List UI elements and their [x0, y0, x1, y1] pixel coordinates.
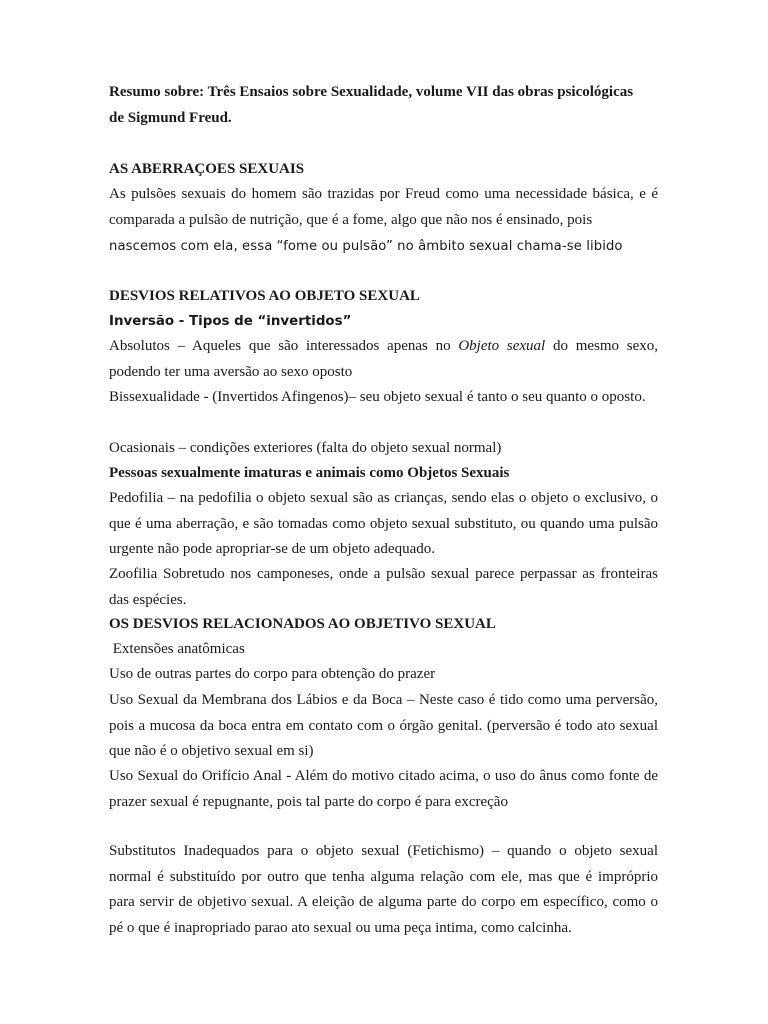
paragraph-substitutos: Substitutos Inadequados para o objeto sexual (Fetichismo) – quando o objeto sexual normal é substituído por outro que tenha alguma relação com ele, mas que é impróprio para servir de objetivo sexual. A eleição de alguma parte do corpo em específico, como o pé o que é inapropriado parao ato sexual ou uma peça intima, como calcinha. [109, 843, 658, 936]
paragraph-absolutos [109, 334, 658, 385]
paragraph-pulsoes: As pulsões sexuais do homem são trazidas por Freud como uma necessidade básica, e é comparada a pulsão de nutrição, que é a fome, algo que não nos é ensinado, pois [109, 186, 658, 228]
paragraph-pedofilia: Pedofilia – na pedofilia o objeto sexual são as crianças, sendo elas o objeto o exclusivo, o que é uma aberração, e são tomadas como objeto sexual substituto, ou quando uma pulsão urgente não pode apropriar-se de um objeto adequado. [109, 490, 658, 558]
section-heading-objetivo-sexual: OS DESVIOS RELACIONADOS AO OBJETIVO SEXUAL [109, 616, 496, 632]
paragraph-uso-outras: Uso de outras partes do corpo para obtenção do prazer [109, 666, 436, 682]
absolutos-text: Absolutos – Aqueles que são interessados apenas no [109, 338, 459, 354]
section-heading-objeto-sexual: DESVIOS RELATIVOS AO OBJETO SEXUAL [109, 288, 420, 304]
section-heading-aberracoes: AS ABERRAÇOES SEXUAIS [109, 161, 305, 177]
paragraph-ocasionais: Ocasionais – condições exteriores (falta do objeto sexual normal) [109, 440, 502, 456]
absolutos-emphasis: Objeto sexual [458, 338, 546, 354]
paragraph-uso-membrana: Uso Sexual da Membrana dos Lábios e da Boca – Neste caso é tido como uma perversão, pois a mucosa da boca entra em contato com o órgão genital. (perversão é todo ato sexual que não é o objetivo sexual em si) [109, 692, 658, 760]
title-line-2: de Sigmund Freud. [109, 109, 232, 126]
paragraph-extensoes: Extensões anatômicas [109, 641, 245, 657]
absolutos-text-end: do mesmo sexo, podendo ter uma aversão ao sexo oposto [109, 338, 658, 380]
paragraph-zoofilia: Zoofilia Sobretudo nos camponeses, onde a pulsão sexual parece perpassar as fronteiras das espécies. [109, 566, 658, 608]
document-title [109, 80, 658, 131]
title-line-1: Resumo sobre: Três Ensaios sobre Sexualidade, volume VII das obras psicológicas [109, 84, 634, 100]
paragraph-bissexualidade: Bissexualidade - (Invertidos Afingenos)– seu objeto sexual é tanto o seu quanto o oposto. [109, 389, 646, 405]
subheading-imaturas: Pessoas sexualmente imaturas e animais como Objetos Sexuais [109, 465, 510, 481]
paragraph-uso-anal: Uso Sexual do Orifício Anal - Além do motivo citado acima, o uso do ânus como fonte de prazer sexual é repugnante, pois tal parte do corpo é para excreção [109, 768, 658, 810]
paragraph-pulsoes-last-line: nascemos com ela, essa “fome ou pulsão” no âmbito sexual chama-se libido [109, 239, 623, 254]
subheading-inversao: Inversão - Tipos de “invertidos” [109, 314, 352, 329]
